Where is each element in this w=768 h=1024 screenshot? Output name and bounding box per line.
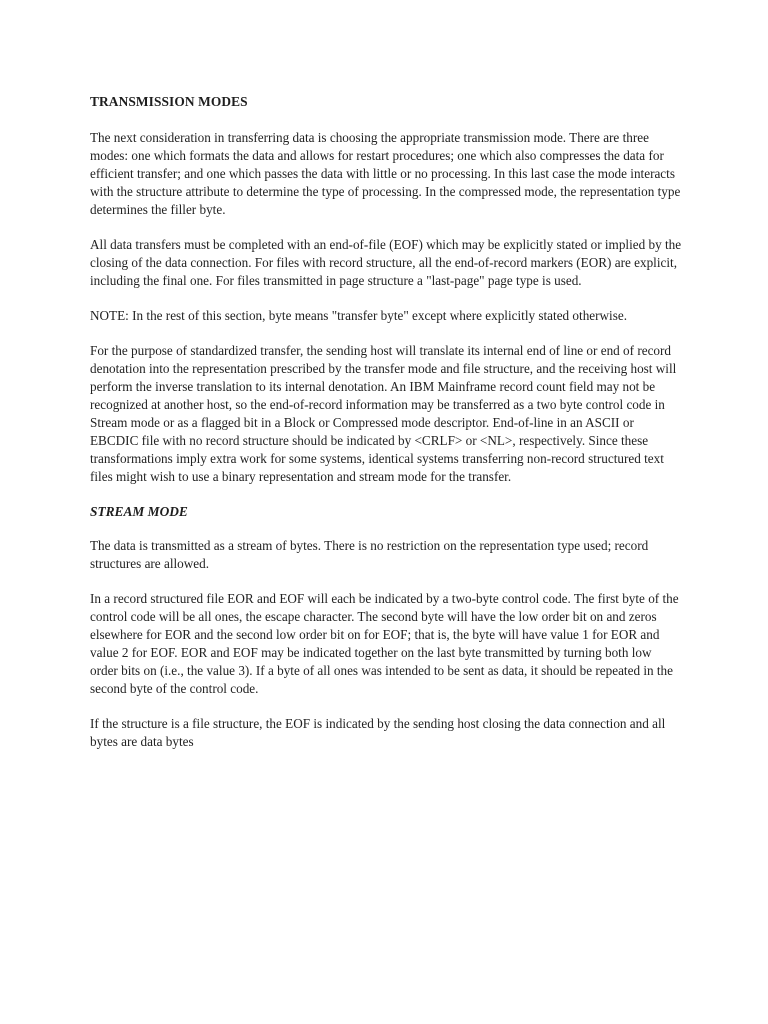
paragraph-note-transfer-byte: NOTE: In the rest of this section, byte means "transfer byte" except where explicitly stated otherwise.	[90, 308, 627, 323]
paragraph-file-structure-eof: If the structure is a file structure, the EOF is indicated by the sending host closing the data connection and all bytes are data bytes	[90, 716, 666, 749]
document-page	[90, 93, 682, 768]
paragraph-transmission-mode-overview: The next consideration in transferring data is choosing the appropriate transmission mode. There are three modes: one which formats the data and allows for restart procedures; one which also compresses the data for efficient transfer; and one which passes the data with little or no processing. In this last case the mode interacts with the structure attribute to determine the type of processing. In the compressed mode, the representation type determines the filler byte.	[90, 130, 681, 217]
document-title: TRANSMISSION MODES	[90, 94, 248, 109]
paragraph-stream-of-bytes: The data is transmitted as a stream of bytes. There is no restriction on the representation type used; record structures are allowed.	[90, 538, 649, 571]
section-heading-stream-mode: STREAM MODE	[90, 504, 188, 519]
paragraph-control-code: In a record structured file EOR and EOF will each be indicated by a two-byte control code. The first byte of the control code will be all ones, the escape character. The second byte will have the low order bit on and zeros elsewhere for EOR and the second low order bit on for EOF; that is, the byte will have value 1 for EOR and value 2 for EOF. EOR and EOF may be indicated together on the last byte transmitted by turning both low order bits on (i.e., the value 3). If a byte of all ones was intended to be sent as data, it should be repeated in the second byte of the control code.	[90, 591, 679, 696]
paragraph-eof-eor: All data transfers must be completed with an end-of-file (EOF) which may be explicitly stated or implied by the closing of the data connection. For files with record structure, all the end-of-record markers (EOR) are explicit, including the final one. For files transmitted in page structure a "last-page" page type is used.	[90, 237, 682, 288]
paragraph-standardized-transfer: For the purpose of standardized transfer, the sending host will translate its internal end of line or end of record denotation into the representation prescribed by the transfer mode and file structure, and the receiving host will perform the inverse translation to its internal denotation. An IBM Mainframe record count field may not be recognized at another host, so the end-of-record information may be transferred as a two byte control code in Stream mode or as a flagged bit in a Block or Compressed mode descriptor. End-of-line in an ASCII or EBCDIC file with no record structure should be indicated by <CRLF> or <NL>, respectively. Since these transformations imply extra work for some systems, identical systems transferring non-record structured text files might wish to use a binary representation and stream mode for the transfer.	[90, 343, 677, 484]
